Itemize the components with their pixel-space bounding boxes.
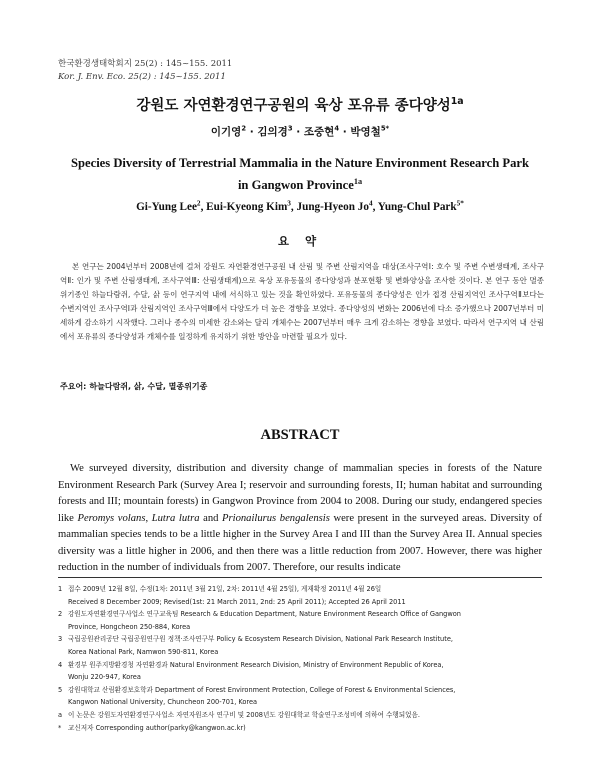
species-name: Lutra lutra [151, 512, 200, 524]
author-name: 박영철 [350, 126, 381, 138]
author-affiliation-mark: 2 [241, 124, 247, 133]
title-english [40, 152, 560, 196]
english-abstract-body [58, 461, 542, 577]
author-name: 조중현 [303, 126, 335, 138]
footnote-line: Wonju 220-947, Korea [68, 673, 141, 682]
footnote-line: 강원도자연환경연구사업소 연구교육팀 Research & Education Department, Nature Environment Research Office of Gangwon [68, 610, 461, 619]
abstract-text: were present in the surveyed areas. Diversity of mammalian species tends to be a little higher in the Survey Area I and III than the Survey Area II. Annual species diversity was a little higher in 2006, and then there was a little reduction from 2007. However, there was higher reduction in the number of individuals from 2007. Therefore, our results indicate [58, 512, 542, 573]
keywords-label: 주요어: [60, 382, 87, 391]
author-affiliation-mark: 2 [196, 199, 201, 208]
author-affiliation-mark: 5* [456, 199, 464, 208]
author-name: Yung-Chul Park [377, 201, 457, 213]
footnote-line: Received 8 December 2009; Revised(1st: 21 March 2011, 2nd: 25 April 2011); Accepted 26 April 2011 [68, 597, 406, 606]
author-separator: , [290, 201, 297, 213]
author-name: Eui-Kyeong Kim [206, 201, 288, 213]
footnote-line: 접수 2009년 12월 8일, 수정(1차: 2011년 3월 21일, 2차: 2011년 4월 25일), 게재확정 2011년 4월 26일 [68, 585, 382, 593]
footnote-divider [58, 577, 542, 578]
abstract-text: and [199, 512, 223, 524]
footnote [58, 659, 548, 684]
footnote [58, 608, 548, 633]
author-affiliation-mark: 5* [380, 124, 390, 133]
abstract-text: , [145, 512, 152, 524]
footnote-mark: 1 [58, 585, 63, 593]
author-separator: · [246, 126, 258, 138]
author-separator: · [292, 126, 304, 138]
footnote-line: 이 논문은 강원도자연환경연구사업소 자연자원조사 연구비 및 2008년도 강원대학교 학술연구조성비에 의하여 수행되었음. [68, 710, 420, 719]
title-english-line2 [40, 174, 560, 196]
author-name: Jung-Hyeon Jo [296, 201, 369, 213]
footnote-mark: 4 [58, 660, 63, 669]
footnote [58, 633, 548, 658]
abstract-text: We surveyed diversity, distribution and diversity change of mammalian species in forests of the Nature Environment Research Park (Survey Area I; reservoir and surrounding forests, II; human habitat and surrounding forests and III; mountain forests) in Gangwon Province from 2004 to 2008. During our study, endangered species like [58, 463, 542, 524]
korean-abstract-heading: 요 약 [277, 234, 323, 248]
journal-citation-en: Kor. J. Env. Eco. 25(2) : 145~155. 2011 [58, 72, 226, 82]
footnote [58, 722, 548, 735]
author-affiliation-mark: 3 [287, 124, 293, 133]
authors-korean [0, 124, 600, 139]
footnote [58, 583, 548, 608]
author-separator: , [372, 201, 378, 213]
title-korean [0, 94, 600, 115]
author-name: Gi-Yung Lee [136, 201, 197, 213]
footnote-line: 국립공원관리공단 국립공원연구원 정책·조사연구부 Policy & Ecosystem Research Division, National Park Research Institute, [68, 635, 453, 644]
author-affiliation-mark: 4 [368, 199, 373, 208]
footnote-mark: 2 [58, 610, 63, 619]
author-name: 김의경 [257, 126, 288, 138]
author-affiliation-mark: 3 [287, 199, 291, 208]
footnote [58, 709, 548, 722]
author-name: 이기영 [210, 126, 242, 138]
authors-english [0, 201, 600, 213]
journal-citation-ko: 한국환경생태학회지 25(2) : 145~155. 2011 [58, 59, 233, 69]
footnote-line: Kangwon National University, Chuncheon 200-701, Korea [68, 698, 258, 707]
species-name: Peromys volans [77, 512, 146, 524]
title-english-line2-text: in Gangwon Province [237, 178, 354, 192]
footnote [58, 684, 548, 709]
footnote-line: 교신저자 Corresponding author(parky@kangwon.ac.kr) [68, 723, 246, 732]
footnotes [58, 583, 548, 734]
journal-citation [58, 58, 232, 84]
species-name: Prionailurus bengalensis [222, 512, 330, 524]
keywords-text: 하늘다람쥐, 삵, 수달, 멸종위기종 [89, 382, 208, 391]
author-affiliation-mark: 4 [334, 124, 340, 133]
footnote-line: Province, Hongcheon 250-884, Korea [68, 622, 191, 631]
footnote-mark: 3 [58, 635, 63, 644]
footnote-line: 강원대학교 산림환경보호학과 Department of Forest Environment Protection, College of Forest & Environmental Sciences, [68, 685, 456, 694]
title-korean-text: 강원도 자연환경연구공원의 육상 포유류 종다양성 [136, 98, 451, 114]
author-separator: · [339, 126, 351, 138]
footnote-line: Korea National Park, Namwon 590-811, Korea [68, 647, 219, 656]
korean-abstract-body: 본 연구는 2004년부터 2008년에 걸쳐 강원도 자연환경연구공원 내 산림 및 주변 산림지역을 대상(조사구역Ⅰ: 호수 및 주변 수변생태계, 조사구역Ⅱ: 인가 및 주변 산림생태계, 조사구역Ⅲ: 산림생태계)으로 육상 포유동물의 종다양성과 분포현황 및 변화양상을 조사한 것이다. 본 연구 동안 멸종위기종인 하늘다람쥐, 수달, 삵 등이 연구지역 내에 서식하고 있는 것을 확인하였다. 포유동물의 종다양성은 인가 접경 산림지역인 조사구역Ⅱ보다는 수변지역인 조사구역Ⅰ과 산림지역인 조사구역Ⅲ에서 다양도가 더 높은 경향을 보였다. 종다양성의 변화는 2006년에 다소 증가했으나 2007년부터 미세하게 감소하기 시작했다. 그러나 종수의 미세한 감소와는 달리 개체수는 2007년부터 매우 크게 감소하는 경향을 보였다. 따라서 연구지역 내 산림에서 포유류의 종다양성과 개체수를 일정하게 유지하기 위한 방안을 마련할 필요가 있다. [60, 262, 544, 342]
title-english-footnote-mark: 1a [353, 176, 363, 186]
title-english-line1: Species Diversity of Terrestrial Mammalia in the Nature Environment Research Park [71, 156, 529, 170]
title-korean-footnote-mark: 1a [450, 96, 464, 108]
footnote-line: 환경부 원주지방환경청 자연환경과 Natural Environment Research Division, Ministry of Environment Republic of Korea, [68, 660, 444, 669]
footnote-mark: 5 [58, 685, 63, 694]
footnote-mark: a [58, 710, 63, 719]
keywords [60, 381, 207, 392]
author-separator: , [200, 201, 207, 213]
english-abstract-heading: ABSTRACT [260, 427, 340, 443]
footnote-mark: * [58, 723, 62, 732]
